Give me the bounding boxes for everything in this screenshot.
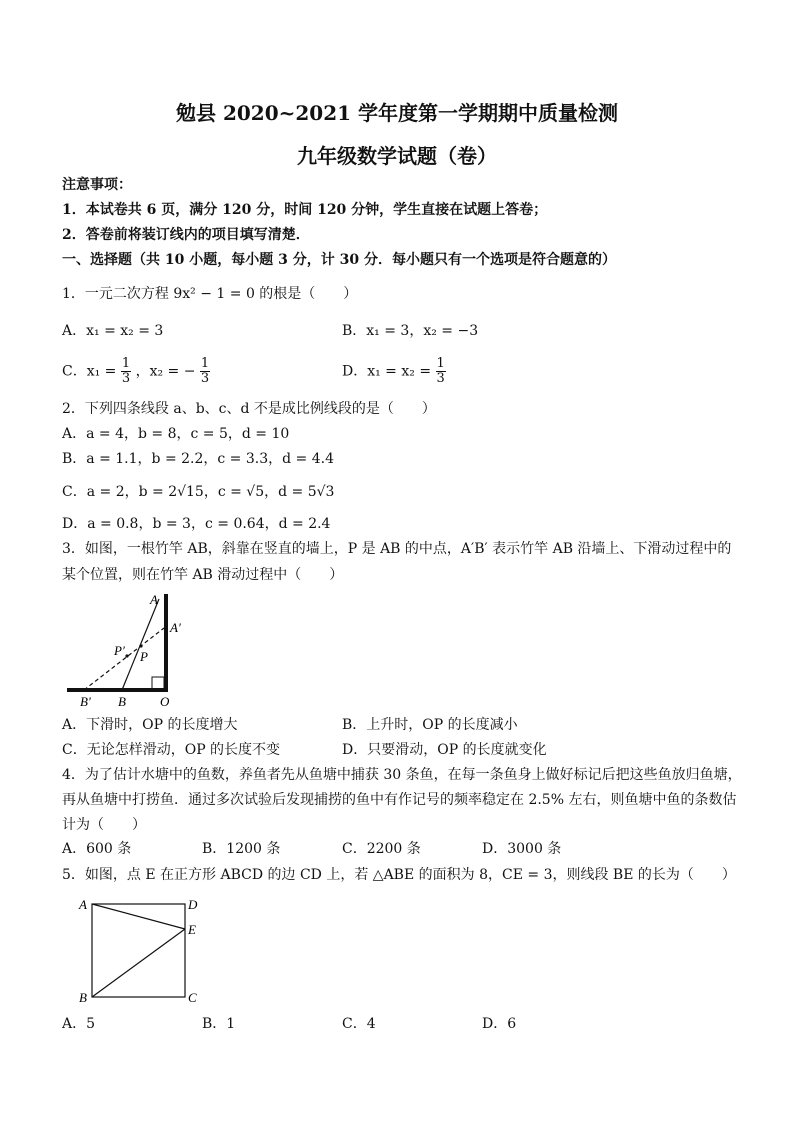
q5-square-figure xyxy=(74,892,214,1010)
fraction-numerator: 1 xyxy=(121,356,131,371)
q1-stem: 1．一元二次方程 9x² − 1 = 0 的根是（ ） xyxy=(62,286,358,302)
label-e: E xyxy=(188,922,196,937)
q4-option-d: D．3000 条 xyxy=(482,841,562,857)
point-p xyxy=(139,644,142,647)
exam-title: 勉县 2020~2021 学年度第一学期期中质量检测 xyxy=(175,101,618,125)
q1-option-d xyxy=(342,357,446,386)
fraction xyxy=(200,357,210,386)
label-d: D xyxy=(188,897,198,912)
q1-c-mid: ，x₂ = − xyxy=(135,363,196,380)
notice-item-2: 2．答卷前将装订线内的项目填写清楚． xyxy=(62,227,310,243)
fraction-denominator: 3 xyxy=(436,371,445,386)
q5-stem: 5．如图，点 E 在正方形 ABCD 的边 CD 上，若 △ABE 的面积为 8，CE = 3，则线段 BE 的长为（ ） xyxy=(62,867,736,883)
fraction-numerator: 1 xyxy=(436,356,445,371)
q3-option-a: A．下滑时，OP 的长度增大 xyxy=(62,717,238,733)
fraction xyxy=(121,357,131,386)
notice-item-1: 1．本试卷共 6 页，满分 120 分，时间 120 分钟，学生直接在试题上答卷； xyxy=(62,202,548,218)
fraction-denominator: 3 xyxy=(200,371,210,386)
q3-stem-line-1: 3．如图，一根竹竿 AB，斜靠在竖直的墙上，P 是 AB 的中点，A′B′ 表示竹竿 AB 沿墙上、下滑动过程中的 xyxy=(62,541,732,557)
fraction xyxy=(436,357,446,386)
q5-option-c: C．4 xyxy=(342,1016,376,1032)
fraction-denominator: 3 xyxy=(121,371,131,386)
q1-d-prefix: D．x₁ = x₂ = xyxy=(342,363,432,380)
label-b: B xyxy=(118,694,126,709)
q3-option-d: D．只要滑动，OP 的长度就变化 xyxy=(342,742,547,758)
q3-option-c: C．无论怎样滑动，OP 的长度不变 xyxy=(62,742,281,758)
segment-ae xyxy=(92,904,185,929)
q1-c-prefix: C．x₁ = xyxy=(62,363,117,380)
q4-option-a: A．600 条 xyxy=(62,841,132,857)
q5-option-a: A．5 xyxy=(62,1016,96,1032)
square-abcd xyxy=(92,904,185,997)
q4-option-b: B．1200 条 xyxy=(202,841,281,857)
label-p: P xyxy=(140,649,148,664)
label-b: B xyxy=(79,990,87,1005)
notice-heading: 注意事项： xyxy=(62,177,132,193)
q3-option-b: B．上升时，OP 的长度减小 xyxy=(342,717,518,733)
q2-option-b: B．a = 1.1，b = 2.2，c = 3.3，d = 4.4 xyxy=(62,451,334,467)
q4-stem-line-3: 计为（ ） xyxy=(62,817,146,833)
label-a: A xyxy=(79,897,87,912)
label-b-prime: B′ xyxy=(80,694,91,709)
exam-subtitle: 九年级数学试题（卷） xyxy=(297,144,497,168)
label-o: O xyxy=(160,694,170,709)
right-angle-mark xyxy=(152,677,164,689)
q4-stem-line-1: 4．为了估计水塘中的鱼数，养鱼者先从鱼塘中捕获 30 条鱼，在每一条鱼身上做好标记后把这些鱼放归鱼塘， xyxy=(62,767,742,783)
q5-option-b: B．1 xyxy=(202,1016,236,1032)
q2-option-d: D．a = 0.8，b = 3，c = 0.64，d = 2.4 xyxy=(62,516,331,532)
fraction-numerator: 1 xyxy=(200,356,210,371)
section-heading: 一、选择题（共 10 小题，每小题 3 分，计 30 分．每小题只有一个选项是符合题意的） xyxy=(62,252,616,268)
q1-option-c xyxy=(62,357,210,386)
q5-option-d: D．6 xyxy=(482,1016,517,1032)
q4-stem-line-2: 再从鱼塘中打捞鱼．通过多次试验后发现捕捞的鱼中有作记号的频率稳定在 2.5% 左右，则鱼塘中鱼的条数估 xyxy=(62,792,737,808)
q1-option-b: B．x₁ = 3，x₂ = −3 xyxy=(342,323,479,339)
point-p-prime xyxy=(125,654,128,657)
q2-option-c: C．a = 2，b = 2√15，c = √5，d = 5√3 xyxy=(62,484,335,500)
q3-ladder-figure xyxy=(62,590,192,710)
q2-stem: 2．下列四条线段 a、b、c、d 不是成比例线段的是（ ） xyxy=(62,401,436,417)
label-a: A xyxy=(150,592,158,607)
q2-option-a: A．a = 4，b = 8，c = 5，d = 10 xyxy=(62,426,290,442)
q3-stem-line-2: 某个位置，则在竹竿 AB 滑动过程中（ ） xyxy=(62,567,344,583)
q1-option-a: A．x₁ = x₂ = 3 xyxy=(62,323,164,339)
q4-option-c: C．2200 条 xyxy=(342,841,421,857)
label-c: C xyxy=(188,990,197,1005)
label-a-prime: A′ xyxy=(170,620,181,635)
label-p-prime: P′ xyxy=(114,643,125,658)
segment-be xyxy=(92,929,185,997)
